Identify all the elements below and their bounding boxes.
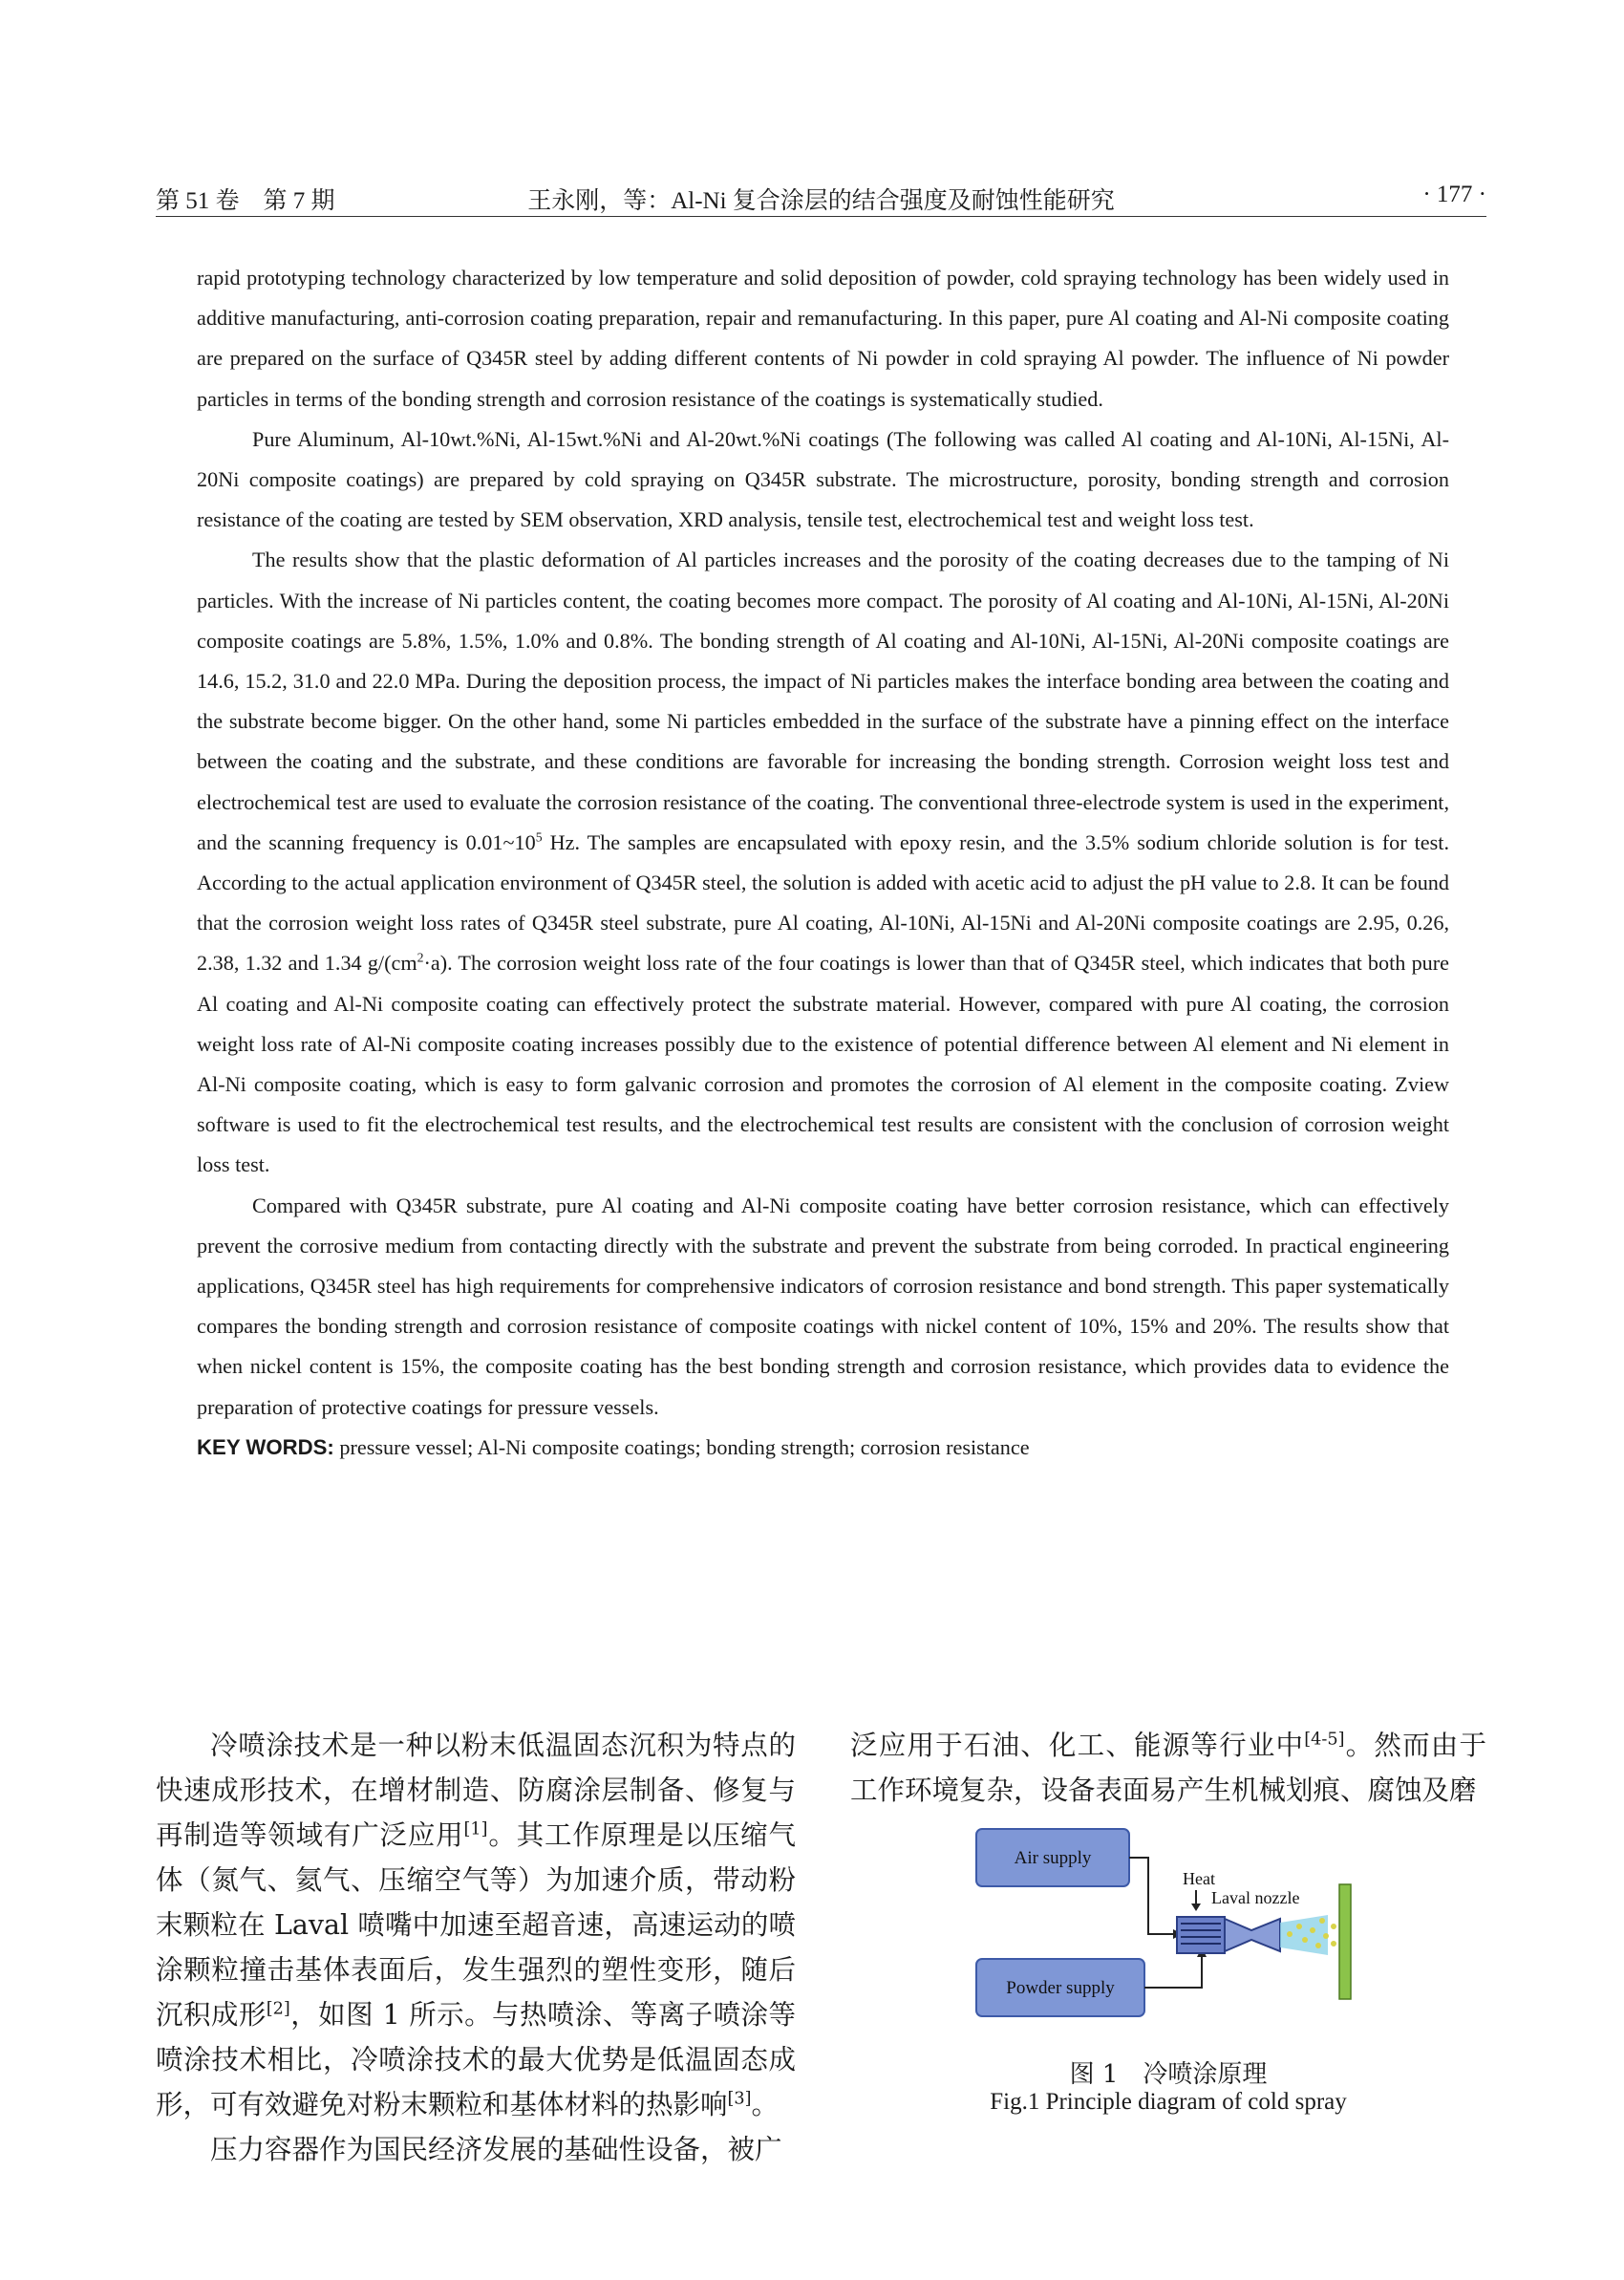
powder-particle [1287,1931,1293,1937]
abstract-text: Hz. The samples are encapsulated with epoxy resin, and the 3.5% sodium chloride solution is for test. According to the actual application environment of Q345R steel, the solution is added with acetic acid to adjust the pH value to 2.8. It can be found that the corrosion weight loss rates of Q345R steel substrate, pure Al coating, Al-10Ni, Al-15Ni and Al-20Ni composite coatings are 2.95, 0.26, 2.38, 1.32 and 1.34 g/(cm [197,829,1450,976]
journal-volume-issue: 第 51 卷 第 7 期 [156,188,335,214]
citation-link[interactable]: [3] [727,2089,752,2109]
keywords [197,1428,1449,1468]
abstract-paragraph: rapid prototyping technology characterized by low temperature and solid deposition of powder, cold spraying technology has been widely used in additive manufacturing, anti-corrosion coating preparation, repair and remanufacturing. In this paper, pure Al coating and Al-Ni composite coating are prepared on the surface of Q345R steel by adding different contents of Ni powder in cold spraying Al powder. The influence of Ni powder particles in terms of the bonding strength and corrosion resistance of the coatings is systematically studied. [197,266,1449,411]
body-right-column [850,1723,1486,1813]
powder-particle [1296,1924,1302,1929]
body-text: 。然而由于工作环境复杂，设备表面易产生机械划痕、腐蚀及磨 [850,1730,1486,1806]
superscript: 2 [417,951,424,966]
powder-line [1144,1957,1202,1988]
english-abstract [197,258,1449,1468]
running-title: 王永刚，等：Al-Ni 复合涂层的结合强度及耐蚀性能研究 [527,188,1115,214]
abstract-paragraph: Compared with Q345R substrate, pure Al coating and Al-Ni composite coating have better corrosion resistance, which can effectively prevent the corrosive medium from contacting directly with the substrate and prevent the substrate from being corroded. In practical engineering applications, Q345R steel has high requirements for comprehensive indicators of corrosion resistance and bond strength. This paper systematically compares the bonding strength and corrosion resistance of composite coatings with nickel content of 10%, 15% and 20%. The results show that when nickel content is 15%, the composite coating has the best bonding strength and corrosion resistance, which provides data to evidence the preparation of protective coatings for pressure vessels. [197,1193,1449,1419]
body-paragraph [850,1723,1486,1813]
powder-particle [1319,1918,1325,1924]
powder-particle [1302,1937,1308,1943]
abstract-paragraph [197,540,1449,1185]
body-left-column [156,1723,796,2172]
body-text: 。 [751,2089,780,2120]
citation-link[interactable]: [1] [463,1819,488,1839]
powder-particle [1331,1924,1336,1929]
heat-label: Heat [1183,1869,1215,1888]
arrow-head [1191,1904,1201,1911]
body-text: ，如图 1 所示。与热喷涂、等离子喷涂等喷涂技术相比，冷喷涂技术的最大优势是低温固态成形，可有效避免对粉末颗粒和基体材料的热影响 [156,1999,796,2120]
heater-block [1177,1917,1225,1953]
abstract-text: The results show that the plastic deformation of Al particles increases and the porosity of the coating decreases due to the tamping of Ni particles. With the increase of Ni particles content, the coating becomes more compact. The porosity of Al coating and Al-10Ni, Al-15Ni, Al-20Ni composite coatings are 5.8%, 1.5%, 1.0% and 0.8%. The bonding strength of Al coating and Al-10Ni, Al-15Ni, Al-20Ni composite coatings are 14.6, 15.2, 31.0 and 22.0 MPa. During the deposition process, the impact of Ni particles makes the interface bonding area between the coating and the substrate become bigger. On the other hand, some Ni particles embedded in the surface of the substrate have a pinning effect on the interface between the coating and the substrate, and these conditions are favorable for increasing the bonding strength. Corrosion weight loss test and electrochemical test are used to evaluate the corrosion resistance of the coating. The conventional three-electrode system is used in the experiment, and the scanning frequency is 0.01~10 [197,548,1449,854]
body-paragraph [156,1723,796,2127]
air-supply-label: Air supply [1014,1848,1092,1868]
powder-particle [1310,1927,1315,1933]
keywords-label: KEY WORDS: [197,1434,334,1459]
laval-nozzle-label: Laval nozzle [1211,1888,1300,1907]
superscript: 5 [535,829,543,845]
powder-supply-label: Powder supply [1006,1978,1115,1998]
gas-line [1129,1858,1173,1934]
body-text: 泛应用于石油、化工、能源等行业中 [850,1730,1305,1761]
figure-caption-en: Fig.1 Principle diagram of cold spray [990,2089,1347,2115]
powder-particle [1331,1941,1336,1947]
abstract-paragraph: Pure Aluminum, Al-10wt.%Ni, Al-15wt.%Ni and Al-20wt.%Ni coatings (The following was called Al coating and Al-10Ni, Al-15Ni, Al-20Ni composite coatings) are prepared by cold spraying on Q345R substrate. The microstructure, porosity, bonding strength and corrosion resistance of the coating are tested by SEM observation, XRD analysis, tensile test, electrochemical test and weight loss test. [197,426,1449,532]
figure-caption-cn: 图 1 冷喷涂原理 [1069,2060,1268,2089]
citation-link[interactable]: [2] [266,1999,290,2019]
body-paragraph: 压力容器作为国民经济发展的基础性设备，被广 [210,2134,782,2165]
abstract-text: ·a). The corrosion weight loss rate of the four coatings is lower than that of Q345R steel, which indicates that both pure Al coating and Al-Ni composite coating can effectively protect the substrate material. However, compared with pure Al coating, the corrosion weight loss rate of Al-Ni composite coating increases possibly due to the existence of potential difference between Al element and Ni element in Al-Ni composite coating, which is easy to form galvanic corrosion and promotes the corrosion of Al element in the composite coating. Zview software is used to fit the electrochemical test results, and the electrochemical test results are consistent with the conclusion of corrosion weight loss test. [197,951,1449,1177]
cold-spray-diagram [965,1827,1366,2018]
substrate [1339,1884,1351,1999]
powder-particle [1323,1933,1329,1939]
powder-particle [1315,1943,1321,1948]
body-text: 冷喷涂技术是一种以粉末低温固态沉积为特点的快速成形技术，在增材制造、防腐涂层制备、修复与再制造等领域有广泛应用 [156,1730,796,1851]
running-header [156,178,1486,217]
laval-nozzle [1225,1919,1280,1951]
body-text: 。其工作原理是以压缩气体（氮气、氦气、压缩空气等）为加速介质，带动粉末颗粒在 Laval 喷嘴中加速至超音速，高速运动的喷涂颗粒撞击基体表面后，发生强烈的塑性变形，随后沉积成形 [156,1819,796,2031]
citation-link[interactable]: [4-5] [1304,1730,1345,1750]
keywords-text: pressure vessel; Al-Ni composite coatings; bonding strength; corrosion resistance [333,1434,1030,1459]
page-number: · 177 · [1422,182,1486,207]
